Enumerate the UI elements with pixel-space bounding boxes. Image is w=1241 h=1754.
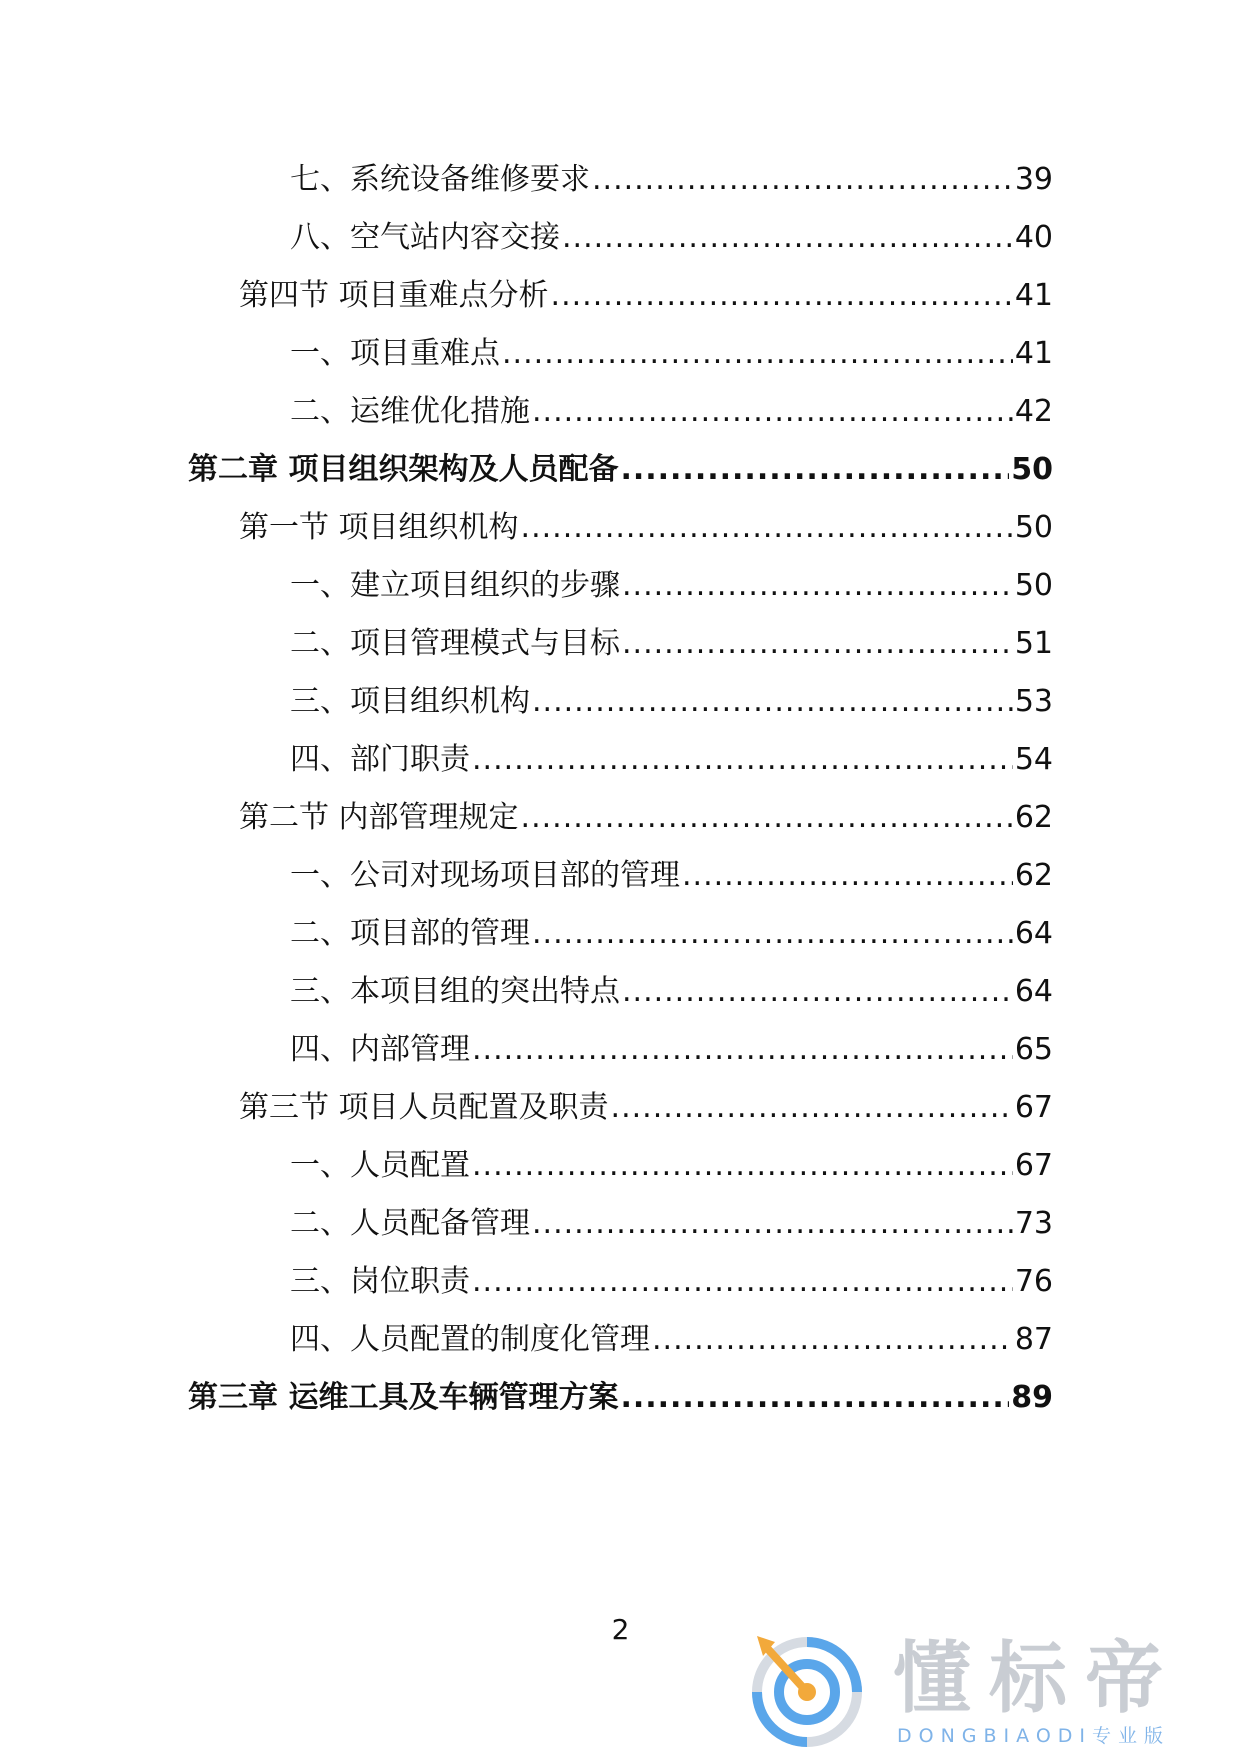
toc-entry[interactable] [239, 1088, 1053, 1128]
toc-entry[interactable] [290, 1204, 1053, 1244]
toc-dot-leader [472, 740, 1013, 780]
toc-dot-leader [682, 856, 1013, 896]
toc-entry-page: 53 [1014, 684, 1053, 719]
watermark-subtitle: DONGBIAODI专业版 [897, 1725, 1171, 1747]
toc-entry[interactable] [290, 1030, 1053, 1070]
toc-entry-page: 50 [1011, 452, 1053, 487]
toc-entry-page: 67 [1014, 1090, 1053, 1125]
toc-entry-title: 四、内部管理 [290, 1032, 470, 1067]
toc-entry-page: 64 [1014, 974, 1053, 1009]
toc-dot-leader [611, 1088, 1013, 1128]
toc-entry[interactable] [290, 856, 1053, 896]
toc-dot-leader [622, 624, 1013, 664]
toc-dot-leader [532, 1204, 1013, 1244]
toc-entry[interactable] [239, 798, 1053, 838]
toc-entry-page: 87 [1014, 1322, 1053, 1357]
toc-entry[interactable] [290, 392, 1053, 432]
toc-dot-leader [532, 392, 1013, 432]
toc-entry[interactable] [188, 450, 1053, 490]
toc-dot-leader [532, 914, 1013, 954]
toc-dot-leader [620, 450, 1009, 490]
toc-entry[interactable] [290, 334, 1053, 374]
watermark-brand-text: 懂标帝 [893, 1634, 1182, 1724]
toc-entry-title: 第四节 项目重难点分析 [239, 278, 549, 313]
toc-entry-title: 第三章 运维工具及车辆管理方案 [188, 1380, 619, 1415]
toc-entry-page: 42 [1014, 394, 1053, 429]
toc-dot-leader [472, 1146, 1013, 1186]
toc-entry-page: 73 [1014, 1206, 1053, 1241]
toc-dot-leader [502, 334, 1013, 374]
toc-entry[interactable] [290, 566, 1053, 606]
toc-entry[interactable] [239, 508, 1053, 548]
toc-dot-leader [521, 798, 1013, 838]
toc-entry-page: 89 [1011, 1380, 1053, 1415]
toc-entry-title: 二、运维优化措施 [290, 394, 530, 429]
toc-entry-page: 62 [1014, 800, 1053, 835]
toc-entry-title: 一、公司对现场项目部的管理 [290, 858, 680, 893]
toc-entry-page: 67 [1014, 1148, 1053, 1183]
toc-entry-page: 51 [1014, 626, 1053, 661]
toc-entry-title: 一、项目重难点 [290, 336, 500, 371]
toc-entry-page: 50 [1014, 510, 1053, 545]
toc-entry-title: 三、项目组织机构 [290, 684, 530, 719]
toc-entry-page: 76 [1014, 1264, 1053, 1299]
toc-entry-title: 第一节 项目组织机构 [239, 510, 519, 545]
toc-entry-title: 二、人员配备管理 [290, 1206, 530, 1241]
toc-dot-leader [551, 276, 1013, 316]
toc-entry-page: 64 [1014, 916, 1053, 951]
toc-dot-leader [472, 1262, 1013, 1302]
toc-entry-page: 54 [1014, 742, 1053, 777]
toc-dot-leader [472, 1030, 1013, 1070]
toc-dot-leader [592, 160, 1013, 200]
toc-entry-title: 第二章 项目组织架构及人员配备 [188, 452, 619, 487]
page-number: 2 [611, 1613, 630, 1646]
toc-entry-page: 65 [1014, 1032, 1053, 1067]
toc-dot-leader [652, 1320, 1013, 1360]
toc-entry[interactable] [188, 1378, 1053, 1418]
toc-entry[interactable] [290, 740, 1053, 780]
toc-entry-page: 62 [1014, 858, 1053, 893]
toc-entry-title: 二、项目部的管理 [290, 916, 530, 951]
toc-entry-title: 八、空气站内容交接 [290, 220, 560, 255]
toc-entry-page: 41 [1014, 336, 1053, 371]
toc-entry[interactable] [290, 1146, 1053, 1186]
toc-entry-title: 一、建立项目组织的步骤 [290, 568, 620, 603]
toc-entry-title: 二、项目管理模式与目标 [290, 626, 620, 661]
toc-entry-title: 三、岗位职责 [290, 1264, 470, 1299]
toc-entry-title: 一、人员配置 [290, 1148, 470, 1183]
toc-dot-leader [532, 682, 1013, 722]
toc-entry-title: 四、人员配置的制度化管理 [290, 1322, 650, 1357]
toc-entry[interactable] [290, 1320, 1053, 1360]
target-arrow-icon [745, 1632, 863, 1750]
toc-entry[interactable] [290, 624, 1053, 664]
toc-entry[interactable] [239, 276, 1053, 316]
toc-entry[interactable] [290, 972, 1053, 1012]
toc-entry-title: 四、部门职责 [290, 742, 470, 777]
toc-entry-page: 40 [1014, 220, 1053, 255]
toc-dot-leader [562, 218, 1013, 258]
toc-entry[interactable] [290, 218, 1053, 258]
toc-entry[interactable] [290, 1262, 1053, 1302]
toc-entry-page: 50 [1014, 568, 1053, 603]
toc-entry-page: 39 [1014, 162, 1053, 197]
toc-dot-leader [622, 972, 1013, 1012]
toc-entry-title: 第三节 项目人员配置及职责 [239, 1090, 609, 1125]
toc-entry[interactable] [290, 914, 1053, 954]
toc-entry-page: 41 [1014, 278, 1053, 313]
toc-dot-leader [622, 566, 1013, 606]
toc-entry-title: 第二节 内部管理规定 [239, 800, 519, 835]
toc-entry[interactable] [290, 160, 1053, 200]
brand-watermark [745, 1632, 1225, 1750]
toc-dot-leader [521, 508, 1013, 548]
toc-dot-leader [620, 1378, 1009, 1418]
toc-entry[interactable] [290, 682, 1053, 722]
toc-entry-title: 七、系统设备维修要求 [290, 162, 590, 197]
toc-entry-title: 三、本项目组的突出特点 [290, 974, 620, 1009]
